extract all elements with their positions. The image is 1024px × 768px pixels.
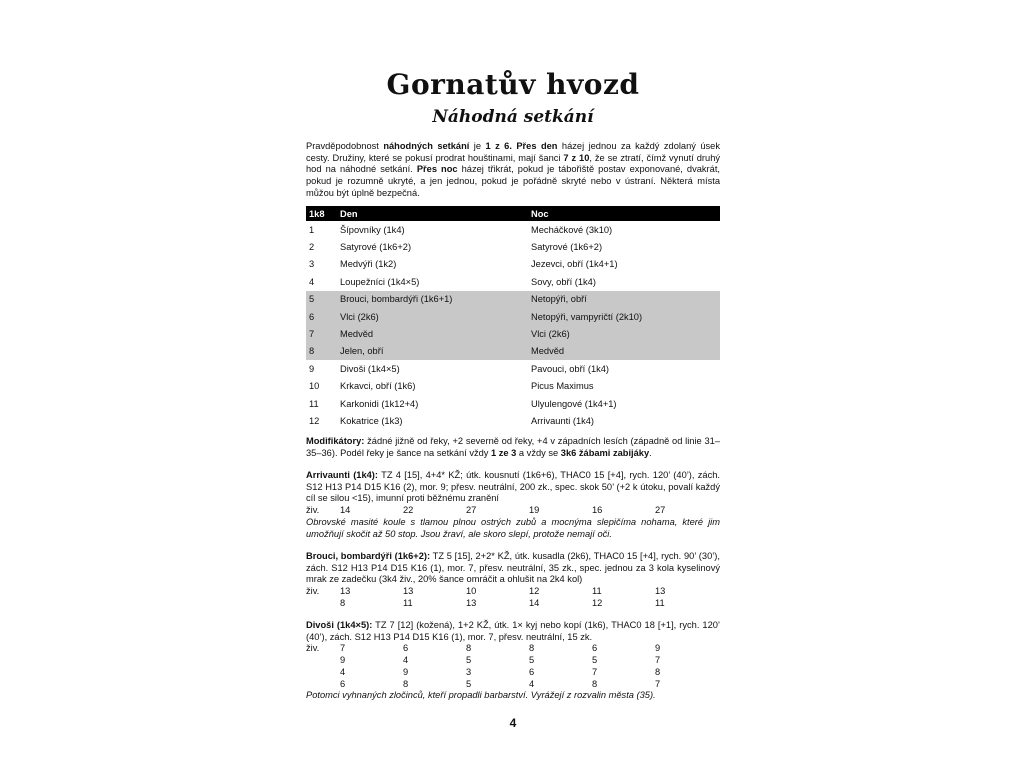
day-cell: Divoši (1k4×5) [340,363,400,374]
text-run: žádné jižně od řeky, +2 severně od řeky, +4 v západních lesích (západně od linie 31–35–36). Podél řeky je šance na setkání vždy [306,436,720,458]
hp-value: 8 [466,643,472,654]
hp-value: 5 [466,655,472,666]
night-cell: Medvěd [528,343,720,360]
hp-value: 8 [403,678,409,689]
roll-cell: 11 [309,398,319,409]
table-row [306,221,720,238]
day-cell: Medvěd [337,325,528,342]
bold-text: Přes den [516,141,558,151]
hp-label [306,655,340,667]
night-cell: Sovy, obří (1k4) [531,276,596,287]
bold-text: náhodných setkání [383,141,470,151]
hp-value: 14 [529,597,540,608]
table-row [306,308,720,325]
hp-value: 4 [403,655,409,666]
hp-value: 16 [592,505,603,516]
night-cell: Arrivaunti (1k4) [531,415,595,426]
bold-text: 1 ze 3 [491,447,517,458]
text-run: , že se ztratí, čímž vynutí druhý hod na náhodné setkání. [306,152,721,175]
hp-value: 19 [529,505,540,516]
bold-text: Modifikátory: [306,436,365,446]
table-row [306,256,720,273]
night-cell: Jezevci, obří (1k4+1) [531,259,618,270]
hp-value: 9 [403,666,409,677]
monster-name: Brouci, bombardýři (1k6+2): [306,551,431,561]
hp-row [306,643,720,655]
hp-value: 12 [592,597,603,608]
text-run: Pravděpodobnost [306,141,384,151]
bold-text: Přes noc [416,164,458,175]
night-cell: Mecháčkové (3k10) [531,224,613,235]
day-cell: Krkavci, obří (1k6) [340,381,416,392]
hp-row [306,667,720,679]
header-night: Noc [528,206,720,221]
intro-paragraph [306,141,720,200]
hp-value: 11 [403,597,413,608]
monster-description: Obrovské masité koule s tlamou plnou ostrých zubů a mocnýma slepičíma nohama, které jim umožňují skočit až 50 stop. Jsou žraví, ale skoro slepí, protože nemají oči. [306,516,720,539]
header-roll: 1k8 [306,206,337,221]
hp-value: 4 [340,666,346,677]
hp-value: 13 [403,586,414,597]
encounter-table [306,206,720,430]
hp-value: 8 [340,597,346,608]
table-row [306,395,720,412]
hp-label [306,598,340,610]
hp-value: 9 [655,643,661,654]
monster-name: Divoši (1k4×5): [306,620,373,630]
day-cell: Karkonidi (1k12+4) [340,398,419,409]
hp-value: 6 [529,666,535,677]
monster-entry [306,551,720,610]
roll-cell: 2 [309,242,315,253]
hp-value: 6 [340,678,346,689]
hp-label [306,679,340,691]
text-run: házej třikrát, pokud je tábořiště postav exponované, dvakrát, pokud je rozumně ukryté, a jen jednou, pokud je pořádně skryté nebo v ústraní. Některá místa můžou být úplně bezpečná. [306,164,720,198]
night-cell: Vlci (2k6) [528,325,720,342]
roll-cell: 8 [306,343,337,360]
hp-row [306,505,720,517]
hp-value: 5 [592,655,598,666]
bold-text: 7 z 10 [563,152,590,163]
hp-row [306,679,720,691]
roll-cell: 1 [309,224,315,235]
table-row [306,291,720,308]
day-cell: Vlci (2k6) [337,308,528,325]
monster-name: Arrivaunti (1k4): [306,470,379,480]
stat-line: TZ 5 [15], 2+2* KŽ, útk. kusadla (2k6), THAC0 15 [+4], rych. 90’ (30’), zách. S12 H13 P14 D15 K16 (1), mor. 7, přesv. neutrální, 35 zk., spec. jednou za 3 kola kyselinový mrak ze zadečku (3k4 živ., 20% šance omráčit a ohlušit na 2k4 kol) [306,551,720,585]
hp-value: 22 [403,505,414,516]
hp-value: 7 [655,678,661,689]
day-cell: Šípovníky (1k4) [340,224,405,235]
hp-value: 4 [529,678,535,689]
stat-line: TZ 7 [12] (kožená), 1+2 KŽ, útk. 1× kyj nebo kopí (1k6), THAC0 18 [+1], rych. 120’ (40’), zách. S12 H13 P14 D15 K16 (1), mor. 7, přesv. neutrální, 15 zk. [306,620,720,642]
roll-cell: 3 [309,259,315,270]
modifiers-paragraph [306,436,720,459]
day-cell: Satyrové (1k6+2) [340,242,412,253]
hp-value: 8 [592,678,598,689]
table-row [306,273,720,290]
hp-value: 8 [529,643,535,654]
hp-value: 6 [403,643,409,654]
roll-cell: 10 [309,381,320,392]
hp-value: 27 [466,505,477,516]
roll-cell: 9 [309,363,315,374]
hp-value: 27 [655,505,666,516]
text-run: házej jednou za každý zdolaný úsek cesty. Družiny, které se pokusí prodrat houštinami, mají šanci [306,141,720,163]
hp-value: 7 [655,655,661,666]
night-cell: Satyrové (1k6+2) [531,242,603,253]
monster-description: Potomci vyhnaných zločinců, kteří propadli barbarství. Vyrážejí z rozvalin města (35). [306,690,656,701]
bold-text: 1 z 6. [485,141,512,151]
page-title: Gornatův hvozd [386,68,640,101]
day-cell: Loupežníci (1k4×5) [340,276,420,287]
table-row [306,360,720,377]
hp-value: 7 [592,666,598,677]
roll-cell: 6 [306,308,337,325]
text-run: je [469,141,486,151]
hp-value: 8 [655,666,661,677]
day-cell: Kokatrice (1k3) [340,415,403,426]
table-row [306,343,720,360]
table-row [306,378,720,395]
hp-value: 14 [340,505,351,516]
day-cell: Brouci, bombardýři (1k6+1) [337,291,528,308]
table-header-row [306,206,720,221]
roll-cell: 7 [306,325,337,342]
hp-row [306,586,720,598]
hp-value: 7 [340,643,346,654]
night-cell: Netopýři, vampyričtí (2k10) [528,308,720,325]
monster-entry [306,470,720,540]
table-row [306,238,720,255]
hp-value: 13 [340,586,351,597]
hp-value: 13 [466,597,477,608]
hp-label: živ. [306,643,320,654]
hp-value: 11 [592,586,602,597]
hp-value: 5 [529,655,535,666]
hp-value: 13 [655,586,666,597]
hp-label: živ. [306,505,320,516]
header-day: Den [337,206,528,221]
night-cell: Netopýři, obří [528,291,720,308]
hp-value: 3 [466,666,472,677]
hp-label: živ. [306,586,320,597]
night-cell: Picus Maximus [531,381,594,392]
night-cell: Pavouci, obří (1k4) [531,363,610,374]
hp-label [306,667,340,679]
hp-value: 10 [466,586,477,597]
day-cell: Medvýři (1k2) [340,259,397,270]
stat-line: TZ 4 [15], 4+4* KŽ; útk. kousnutí (1k6+6), THAC0 15 [+4], rych. 120’ (40’), zách. S12 H13 P14 D15 K16 (2), mor. 9; přesv. neutrální, 200 zk., spec. skok 50’ (+2 k útoku, povalí každý cíl se silou <15), imunní proti běžnému zranění [306,470,720,504]
monster-stats [306,551,720,586]
bold-text: 3k6 žábami zabijáky [560,447,650,458]
text-run: . [649,447,652,458]
page-subtitle: Náhodná setkání [432,107,594,127]
hp-value: 12 [529,586,540,597]
day-cell: Jelen, obří [337,343,528,360]
hp-value: 6 [592,643,598,654]
monster-stats [306,620,720,643]
roll-cell: 4 [309,276,315,287]
page-number: 4 [509,716,517,730]
table-row [306,412,720,429]
hp-row [306,598,720,610]
roll-cell: 12 [309,415,320,426]
hp-row [306,655,720,667]
monster-entry [306,620,720,702]
hp-value: 9 [340,655,346,666]
table-row [306,325,720,342]
hp-value: 5 [466,678,472,689]
roll-cell: 5 [306,291,337,308]
night-cell: Ulyulengové (1k4+1) [531,398,617,409]
hp-value: 11 [655,597,665,608]
text-run: a vždy se [516,447,561,458]
monster-stats [306,470,720,505]
